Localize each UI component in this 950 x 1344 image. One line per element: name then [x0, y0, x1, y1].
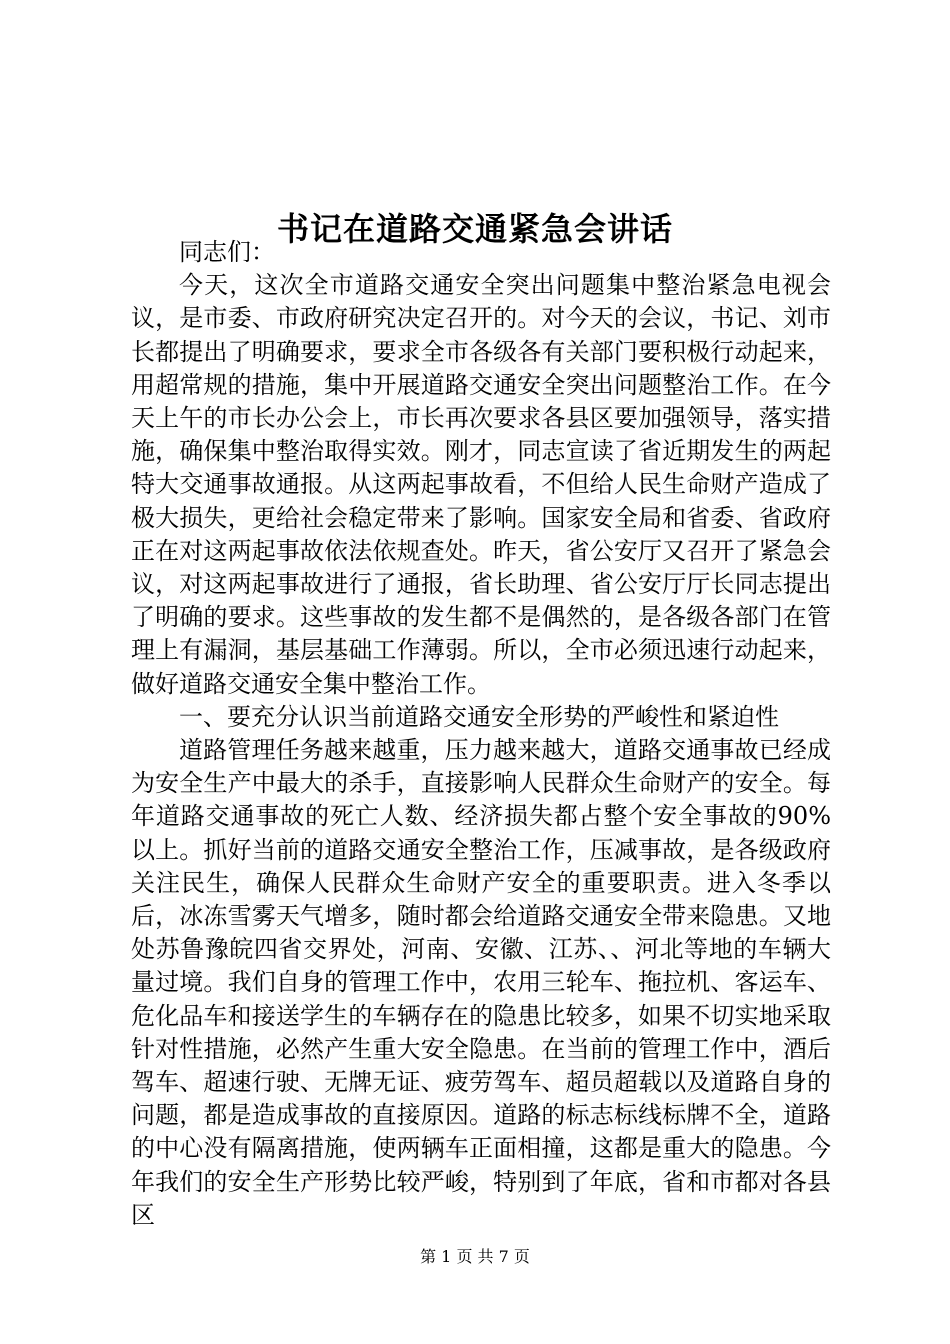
section-heading: 一、要充分认识当前道路交通安全形势的严峻性和紧迫性 [179, 702, 779, 731]
document-title: 书记在道路交通紧急会讲话 [276, 210, 673, 249]
document-body [131, 236, 831, 1232]
page-footer: 第 1 页 共 7 页 [420, 1247, 530, 1266]
body-paragraph: 道路管理任务越来越重，压力越来越大，道路交通事故已经成为安全生产中最大的杀手，直接影响人民群众生命财产的安全。每年道路交通事故的死亡人数、经济损失都占整个安全事故的90%以上。抓好当前的道路交通安全整治工作，压减事故，是各级政府关注民生，确保人民群众生命财产安全的重要职责。进入冬季以后，冰冻雪雾天气增多，随时都会给道路交通安全带来隐患。又地处苏鲁豫皖四省交界处，河南、安徽、江苏、、河北等地的车辆大量过境。我们自身的管理工作中，农用三轮车、拖拉机、客运车、危化品车和接送学生的车辆存在的隐患比较多，如果不切实地采取针对性措施，必然产生重大安全隐患。在当前的管理工作中，酒后驾车、超速行驶、无牌无证、疲劳驾车、超员超载以及道路自身的问题，都是造成事故的直接原因。道路的标志标线标牌不全，道路的中心没有隔离措施，使两辆车正面相撞，这都是重大的隐患。今年我们的安全生产形势比较严峻，特别到了年底，省和市都对各县区 [131, 736, 831, 1229]
body-paragraph: 今天，这次全市道路交通安全突出问题集中整治紧急电视会议，是市委、市政府研究决定召开的。对今天的会议，书记、刘市长都提出了明确要求，要求全市各级各有关部门要积极行动起来，用超常规的措施，集中开展道路交通安全突出问题整治工作。在今天上午的市长办公会上，市长再次要求各县区要加强领导，落实措施，确保集中整治取得实效。刚才，同志宣读了省近期发生的两起特大交通事故通报。从这两起事故看，不但给人民生命财产造成了极大损失，更给社会稳定带来了影响。国家安全局和省委、省政府正在对这两起事故依法依规查处。昨天，省公安厅又召开了紧急会议，对这两起事故进行了通报，省长助理、省公安厅厅长同志提出了明确的要求。这些事故的发生都不是偶然的，是各级各部门在管理上有漏洞，基层基础工作薄弱。所以，全市必须迅速行动起来，做好道路交通安全集中整治工作。 [131, 271, 831, 698]
salutation-paragraph: 同志们： [179, 238, 275, 266]
